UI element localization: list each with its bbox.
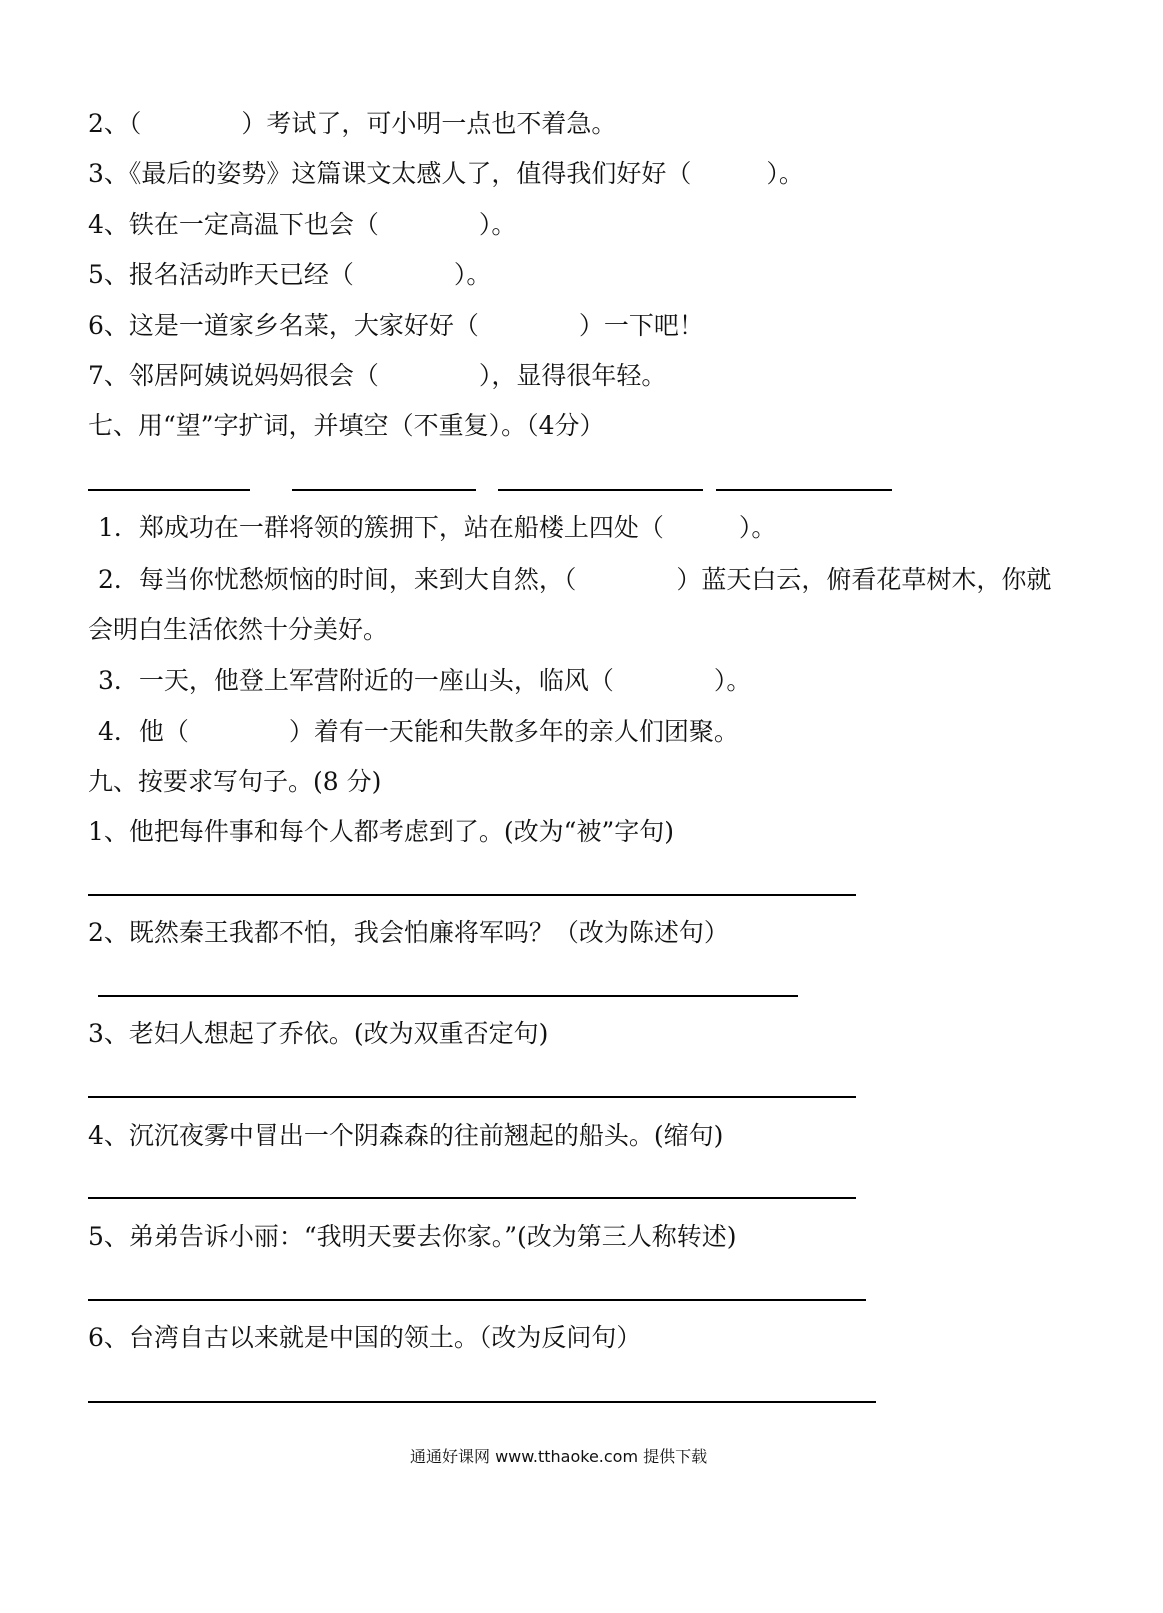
question-line: 1、他把每件事和每个人都考虑到了。(改为“被”字句): [88, 817, 674, 846]
answer-blank: [498, 489, 703, 491]
answer-blank: [292, 489, 476, 491]
question-line: 会明白生活依然十分美好。: [88, 615, 389, 644]
answer-line: [88, 1401, 876, 1403]
answer-line: [88, 894, 856, 896]
answer-blank: [716, 489, 892, 491]
question-line: 3、老妇人想起了乔依。(改为双重否定句): [88, 1019, 549, 1048]
answer-line: [88, 1197, 856, 1199]
question-line: 6、这是一道家乡名菜，大家好好（ ）一下吧！: [88, 311, 704, 340]
question-line: 6、台湾自古以来就是中国的领土。（改为反问句）: [88, 1323, 642, 1352]
answer-line: [98, 995, 798, 997]
section-heading: 七、用“望”字扩词，并填空（不重复）。（4分）: [88, 411, 605, 440]
question-line: 5、报名活动昨天已经（ ）。: [88, 260, 492, 289]
question-line: 4．他（ ）着有一天能和失散多年的亲人们团聚。: [98, 717, 739, 746]
answer-blank: [88, 489, 250, 491]
question-line: 2、（ ）考试了，可小明一点也不着急。: [88, 109, 617, 138]
question-line: 3．一天，他登上军营附近的一座山头，临风（ ）。: [98, 666, 752, 695]
question-line: 3、《最后的姿势》这篇课文太感人了，值得我们好好（ ）。: [88, 159, 804, 188]
section-heading: 九、按要求写句子。(8 分): [88, 767, 382, 796]
question-line: 2．每当你忧愁烦恼的时间，来到大自然，（ ）蓝天白云，俯看花草树木，你就: [98, 565, 1052, 594]
question-line: 7、邻居阿姨说妈妈很会（ ），显得很年轻。: [88, 361, 667, 390]
question-line: 4、沉沉夜雾中冒出一个阴森森的往前翘起的船头。(缩句): [88, 1121, 724, 1150]
question-line: 2、既然秦王我都不怕，我会怕廉将军吗？（改为陈述句）: [88, 918, 729, 947]
footer-credit: 通通好课网 www.tthaoke.com 提供下载: [410, 1447, 708, 1466]
answer-line: [88, 1299, 866, 1301]
question-line: 4、铁在一定高温下也会（ ）。: [88, 210, 517, 239]
question-line: 5、弟弟告诉小丽：“我明天要去你家。”(改为第三人称转述): [88, 1222, 737, 1251]
answer-line: [88, 1096, 856, 1098]
question-line: 1．郑成功在一群将领的簇拥下，站在船楼上四处（ ）。: [98, 513, 777, 542]
